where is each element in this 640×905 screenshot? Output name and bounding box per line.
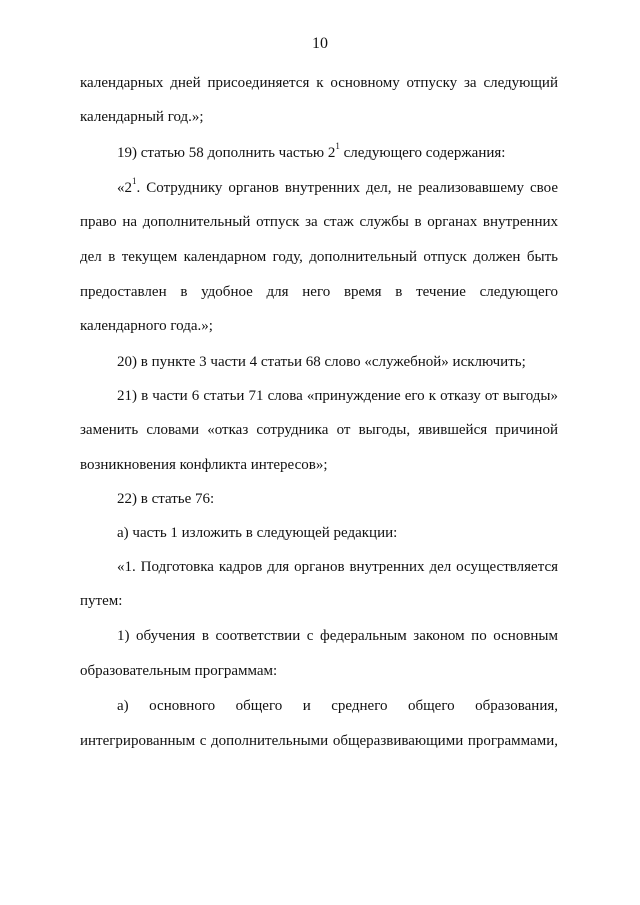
- text-fragment: . Сотруднику органов внутренних дел, не реализовавшему свое: [136, 180, 558, 196]
- text-line: интегрированным с дополнительными общеразвивающими программами,: [80, 733, 558, 749]
- superscript: 1: [335, 141, 340, 151]
- text-line: календарный год.»;: [80, 109, 204, 125]
- text-line: а) часть 1 изложить в следующей редакции:: [117, 525, 398, 541]
- text-line: предоставлен в удобное для него время в течение следующего: [80, 284, 558, 300]
- superscript: 1: [132, 176, 137, 186]
- text-fragment: 19) статью 58 дополнить частью 2: [117, 145, 336, 161]
- text-line: дел в текущем календарном году, дополнительный отпуск должен быть: [80, 249, 558, 265]
- text-line: календарных дней присоединяется к основному отпуску за следующий: [80, 75, 558, 91]
- text-line: а) основного общего и среднего общего образования,: [117, 698, 558, 714]
- page-number: 10: [312, 35, 328, 52]
- text-line: календарного года.»;: [80, 318, 213, 334]
- text-line: право на дополнительный отпуск за стаж службы в органах внутренних: [80, 214, 558, 230]
- text-line: 20) в пункте 3 части 4 статьи 68 слово «служебной» исключить;: [117, 354, 526, 370]
- text-line: [117, 176, 558, 197]
- text-line: образовательным программам:: [80, 663, 278, 679]
- text-line: «1. Подготовка кадров для органов внутренних дел осуществляется: [117, 559, 558, 575]
- text-line: [117, 141, 558, 162]
- text-line: путем:: [80, 593, 123, 609]
- text-line: 1) обучения в соответствии с федеральным законом по основным: [117, 628, 558, 644]
- text-line: заменить словами «отказ сотрудника от выгоды, явившейся причиной: [80, 422, 558, 438]
- text-fragment: «2: [117, 180, 132, 196]
- text-fragment: следующего содержания:: [339, 145, 506, 161]
- text-line: возникновения конфликта интересов»;: [80, 457, 328, 473]
- text-line: 22) в статье 76:: [117, 491, 215, 507]
- text-line: 21) в части 6 статьи 71 слова «принуждение его к отказу от выгоды»: [117, 388, 558, 404]
